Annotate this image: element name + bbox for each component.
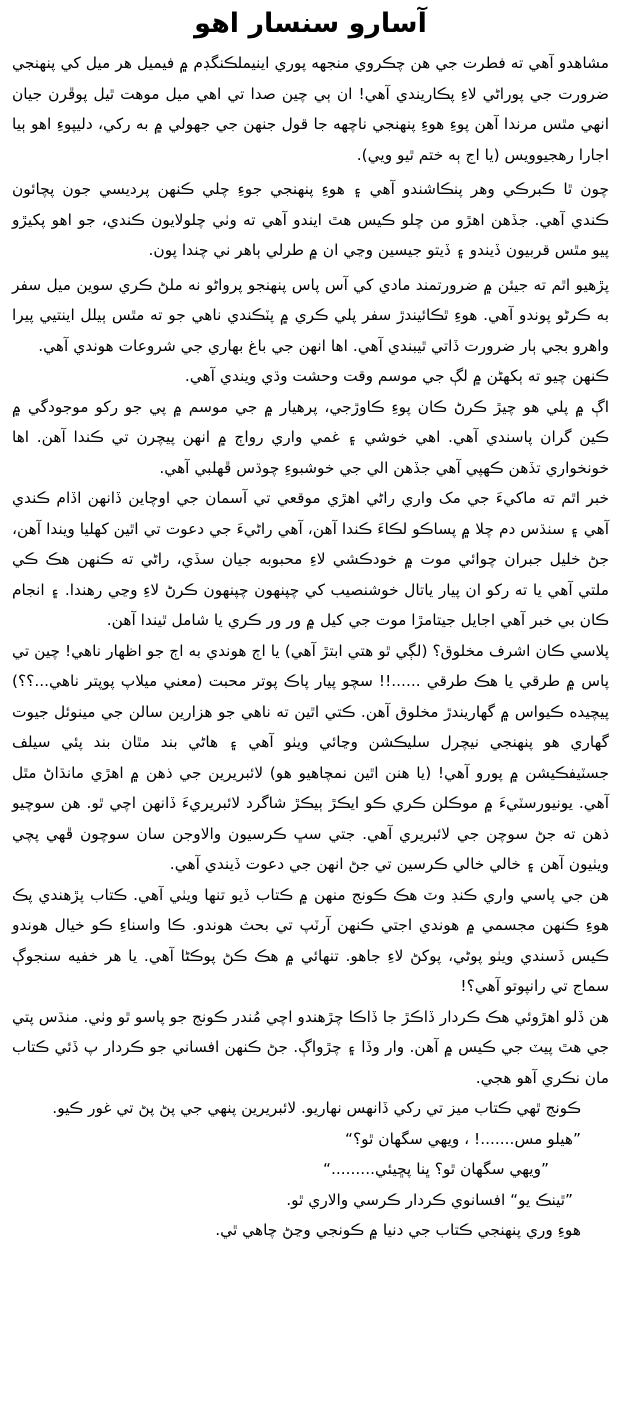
paragraph-5: اڳ ۾ پلي هو چيڙ ڪرڻ ڪان پوءِ ڪاوڙجي، پرهيار ۾ جي موسم ۾ پي جو رکو موجودگي ۾ ڪين گران پاسندي آهي. اهي خوشي ۽ غمي واري رواڄ ۾ انهن پيچرن تي ڪندا آهن. اها خونخواري تڏهن ڪهپي آهي جڏهن الي جي خوشبوءِ چوڌس ڦهلبي آهي. xyxy=(12,397,609,477)
dialogue-line-5: هوءِ وري پنهنجي ڪتاب جي دنيا ۾ ڪونجي وڃڻ چاهي ٿي. xyxy=(215,1221,581,1239)
document-title: آسارو سنسار اهو xyxy=(194,8,427,39)
dialogue-line-3: ”ويهي سگهان ٿو؟ ڀنا پڇيئي.........“ xyxy=(322,1160,549,1178)
paragraph-1: مشاهدو آهي ته فطرت جي هن چڪروي منجهه پوري اينيملڪنگڊم ۾ فيميل هر ميل کي پنهنجي ضرورت جي پوراڻي لاءِ پڪاريندي آهي! ان ٻي چين صدا تي اهي ميل موهت ٿيل پوڦرن جيان انهي مٿس مرندا آهن پوءِ هوءِ پنهنجي ناچهه جا قول جنهن جي جهولي ۾ به رکي، دليپوءِ اهو ٻيا اجارا رهجيوويس (يا اج ٻه ختم ٿيو ويي). xyxy=(12,54,609,164)
paragraph-3: پڙهيو اٿم ته جيئن ۾ ضرورتمند مادي کي آس پاس پنهنجو پرواڻو نه ملڻ ڪري سوين ميل سفر به ڪرڻو پوندو آهي. هوءِ ٿڪائيندڙ سفر پلي ڪري ۾ پٽڪندي ناهي جو ته مٿس ٻيلل اينتيي پيرا واهرو بجي ٻار ضرورت ڏاتي ٿيبندي آهي. اها انهن جي باغ بهاري جي شروعات هوندي آهي. xyxy=(12,275,609,355)
paragraph-4: ڪنهن چيو ته ٻکهڻن ۾ لڳ جي موسم وقت وحشت وڌي ويندي آهي. xyxy=(184,367,609,385)
paragraph-8: هن جي پاسي واري ڪنڊ وٽ هڪ ڪونج منهن ۾ ڪتاب ڏيو تنها ويٺي آهي. ڪتاب پڙهندي پڪ هوءِ ڪنهن مجسمي ۾ هوندي اجتي ڪنهن آرٽپ تي بحث هوندو. ڪا واسناءِ ڪو خيال هوندو ڪيس ڏسندي ويٺو پوڻي، پوکڻ لاءِ جاهو. تنهائي ۾ هڪ ڪڻ پوڪڻا آهي. يا هر خفيه سنجوڳ سماج تي رانپوتو آهي؟! xyxy=(12,885,609,995)
paragraph-2: چون ٿا ڪبرڪي وهر پنڪاشندو آهي ۽ هوءِ پنهنجي جوءِ چلي ڪنهن پرديسي جون پچائون ڪندي آهي. جڏهن اهڙو من چلو ڪيس هٿ ايندو آهي ته وٺي چلولايون ڪندي، جو اهو پکيڙو پيو مٿس قربيون ڏيندو ۽ ڏيتو جيسين وڃي ان ۾ طرلي ٻاهر ني چندا پون. xyxy=(12,180,609,259)
dialogue-line-1: ڪونج ٿهي ڪتاب ميز تي رکي ڏانهس نهاريو. لائبريرين پنهي جي پڻ پڻ تي غور ڪيو. xyxy=(52,1099,581,1117)
paragraph-6: خبر اٿم ته ماکيءَ جي مک واري راڻي اهڙي موقعي تي آسمان جي اوچاين ڏانهن اڏام ڪندي آهي ۽ سنڌس دم چلا ۾ پساڪو لڪاءَ ڪندا آهن، آهي راڻيءَ جي دعوت تي اٿين کهليا ويندا آهن، جڻ خليل جبران چوائي موت ۾ خودڪشي لاءِ محبوبه جيان سڏي، راڻي ته ڪنهن هڪ ڪي ملتي آهي يا ته رکو ان پيار ياتال خوشنصيب کي چپنهون چپنهون ڪرڻ لاءِ وڃي رهندا. ۽ انجام ڪان بي خبر آهي اجايل جيتامڙا موت جي کيل ۾ ور ور ڪري يا شامل ٿيندا آهن. xyxy=(12,489,609,629)
dialogue-line-2: ”هيلو مس.......! ، ويهي سگهان ٿو؟“ xyxy=(345,1129,581,1148)
paragraph-9: هن ڏلو اهڙوئي هڪ ڪردار ڏاڪڙ جا ڏاڪا چڙهندو اچي مُندر ڪونج جو پاسو ٿو وٺي. منڌس پتي جي هٿ پيٽ جي ڪيس ۾ آهن. وار وڏا ۽ چڙواڳ. جڻ ڪنهن افساني جو ڪردار پ ڏئي ڪتاب مان نڪري آهو هجي. xyxy=(12,1007,609,1087)
dialogue-line-4: ”ٿينڪ يو“ افسانوي ڪردار ڪرسي والاري ٿو. xyxy=(286,1190,573,1209)
paragraph-7: پلاسي ڪان اشرف مخلوق؟ (لڳي ٿو هتي ابتڙ آهي) يا اڄ هوندي به اڄ جو اظهار ناهي! چين تي پاس ۾ طرقي يا هڪ طرقي ......!! سچو پيار پاڪ پوتر محبت (معني ميلاپ پوپتر ناهي...؟؟) پيچيده ڪيواس ۾ گهاريندڙ مخلوق آهن. ڪتي اٿين ته ناهي جو هزارين سالن جي مينوئل جيوت گهاري هو پنهنجي نيچرل سليڪشن وڃائي ويٺو آهي ۽ هاڻي بند مٿان بند پئي سيلف جسٽيفڪيشن ۾ پورو آهي! (يا هنن اٿين نمچاهيو هو) لائبريرين جي ذهن ۾ اهڙي مانڌاڻ مٿل آهي. يونيورسٽيءَ ۾ موڪلن ڪري ڪو ايڪڙ ٻيڪڙ شاگرد لائبريريءَ ڏانهن اچي ٿو. هن سوچيو ذهن ته جڻ سوچن جي لائبريري آهي. جتي سڀ ڪرسيون والاوجن سان سوچون ڦهي پچي ويٺيون آهن ۽ خالي خالي ڪرسين تي جڻ انهن جي دعوت ڏيندي آهي. xyxy=(12,641,609,873)
